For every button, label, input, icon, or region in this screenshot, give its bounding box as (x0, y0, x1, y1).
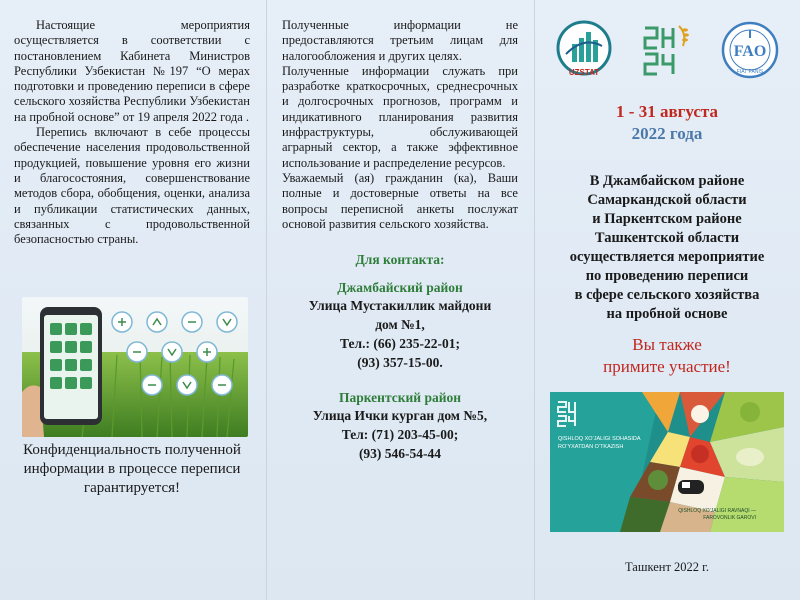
phone-line: Тел.: (66) 235-22-01; (340, 336, 460, 352)
banner-text: QISHLOQ XO‘JALIGI SOHASIDA (558, 436, 641, 442)
heading-line: В Джамбайском районе (589, 173, 745, 189)
banner-text: QISHLOQ XO‘JALIGI RAVNAQI — (678, 508, 756, 514)
fao-logo-letters: FAO (733, 43, 767, 60)
heading-line: осуществляется мероприятие (569, 249, 765, 265)
heading-line: Самаркандской области (587, 192, 747, 208)
phone-line: Тел: (71) 203-45-00; (341, 427, 459, 443)
invitation-line: Вы также (632, 335, 702, 354)
smart-farming-photo (22, 297, 248, 437)
uzstat-logo-text: UZSTAT (568, 68, 600, 77)
info-usage-paragraph: Полученные информации служать при разработке краткосрочных, среднесрочных и долгосрочных прогнозов, программ и индикативного планирования развития инфраструктуры, обслуживающей аграрный сектор, а также эффективное использование и распределение ресурсов. (282, 63, 518, 170)
main-heading (548, 172, 786, 324)
footer-place-year: Ташкент 2022 г. (624, 560, 710, 574)
appeal-paragraph: Уважаемый (ая) гражданин (ка), Ваши полные и достоверные ответы на все вопросы переписной анкеты послужат основой развития сельского хозяйства. (282, 170, 518, 231)
census-2024-logo (639, 20, 695, 80)
invitation-line: примите участие! (603, 357, 731, 376)
fao-logo (720, 20, 780, 80)
district-name-jambay: Джамбайский район (337, 280, 463, 296)
address-line: дом №1, (375, 317, 425, 333)
banner-text: FAROVONLIK GAROVI (703, 515, 756, 521)
heading-line: в сфере сельского хозяйства (574, 287, 760, 303)
right-panel (534, 0, 800, 600)
address-parkent (282, 406, 518, 463)
phone-line: (93) 546-54-44 (358, 446, 442, 462)
census-year: 2022 года (631, 124, 703, 143)
uzstat-logo (554, 20, 614, 80)
agriculture-banner (550, 392, 784, 532)
confidentiality-note: Конфиденциальность полученной информации в процессе переписи гарантируется! (23, 442, 241, 496)
banner-text: RO‘YXATDAN O‘TKAZISH (558, 444, 624, 450)
heading-line: Ташкентской области (594, 230, 740, 246)
address-line: Улица Ички курган дом №5, (312, 408, 488, 424)
district-name-parkent: Паркентский район (338, 390, 462, 406)
census-processes-paragraph: Перепись включают в себе процессы обеспечение населения продовольственной продукцией, повышение уровня его жизни и благосостояния, совершенствование методов сбора, обобщения, оценки, анализа и публикации статистических данных, связанных с продовольственной безопасностью страны. (14, 125, 250, 247)
fao-logo-text: FIAT PANIS (736, 69, 764, 75)
logo-row (554, 20, 780, 80)
address-jambay (282, 296, 518, 372)
address-line: Улица Мустакиллик майдони (308, 298, 492, 314)
census-dates: 1 - 31 августа (616, 102, 718, 121)
info-not-shared-paragraph: Полученные информации не предоставляются третьим лицам для налогообложения и других целях. (282, 18, 518, 63)
intro-paragraph: Настоящие мероприятия осуществляется в соответствии с постановлением Кабинета Министров Республики Узбекистан №197 “О мерах подготовки и проведению переписи в сфере сельского хозяйства Республики Узбекистан на пробной основе” от 19 апреля 2022 года . (14, 18, 250, 124)
heading-line: по проведению переписи (585, 268, 749, 284)
middle-panel (266, 0, 534, 600)
contact-heading: Для контакта: (355, 252, 445, 268)
heading-line: и Паркентском районе (592, 211, 742, 227)
phone-line: (93) 357-15-00. (357, 355, 443, 371)
invitation (548, 334, 786, 378)
heading-line: на пробной основе (606, 306, 728, 322)
